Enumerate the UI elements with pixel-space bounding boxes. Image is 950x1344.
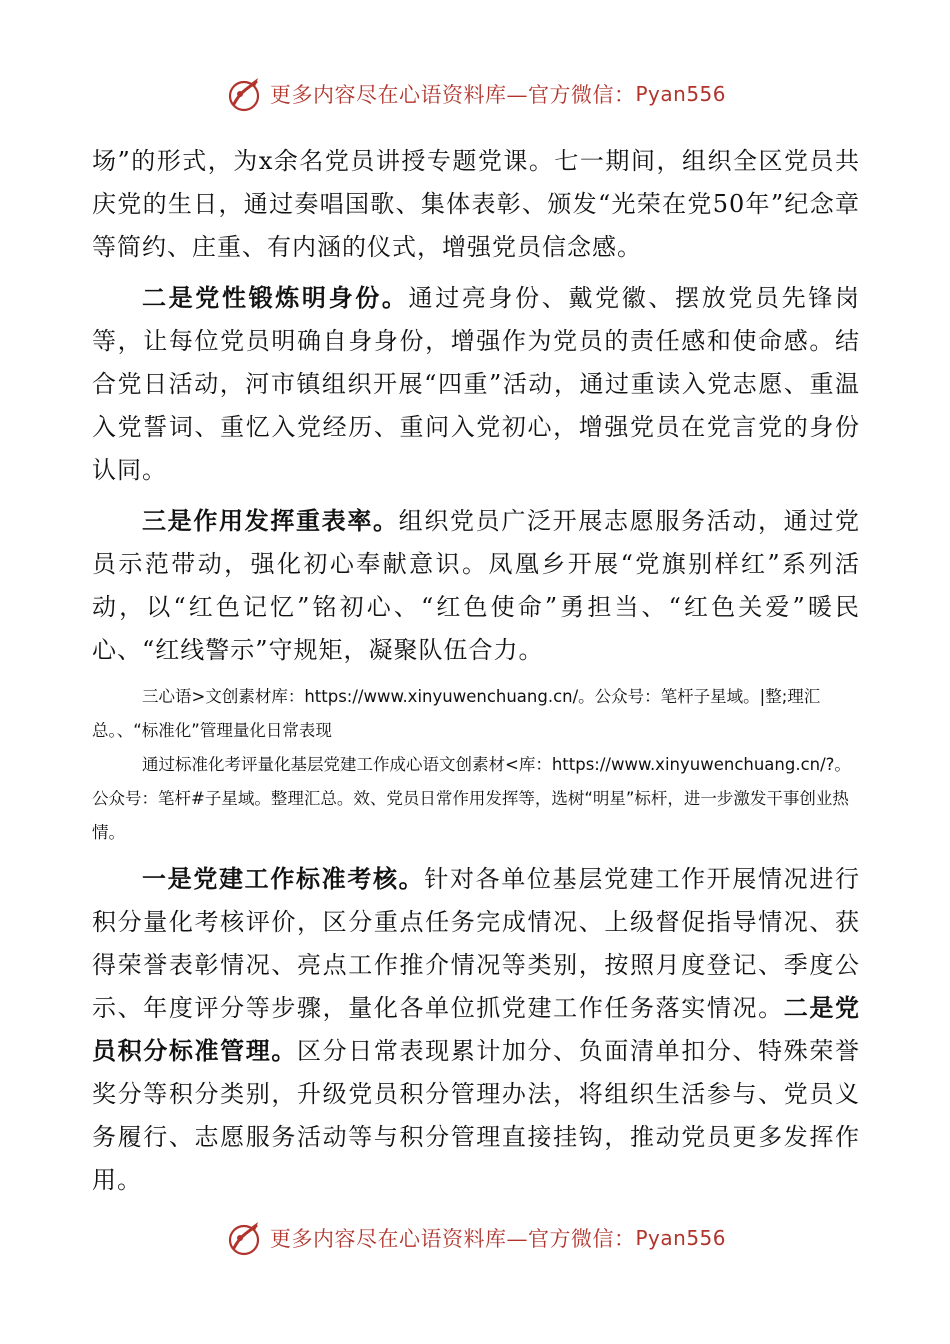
header-banner (0, 72, 950, 116)
footer-banner (0, 1216, 950, 1260)
paragraph-4-heading-1: 一是党建工作标准考核。 (142, 865, 425, 893)
xinyu-logo-icon (224, 1218, 264, 1258)
banner-wechat-id: Pyan556 (635, 82, 726, 106)
small-note-2: 通过标准化考评量化基层党建工作成心语文创素材<库：https://www.xinyuwenchuang.cn/?。公众号：笔杆#子星域。整理汇总。效、党员日常作用发挥等，选树“明星”标杆，进一步激发干事创业热情。 (92, 755, 851, 842)
paragraph-1: 场”的形式，为x余名党员讲授专题党课。七一期间，组织全区党员共庆党的生日，通过奏唱国歌、集体表彰、颁发“光荣在党50年”纪念章等简约、庄重、有内涵的仪式，增强党员信念感。 (92, 147, 860, 261)
paragraph-4-text-2: 区分日常表现累计加分、负面清单扣分、特殊荣誉奖分等积分类别，升级党员积分管理办法，将组织生活参与、党员义务履行、志愿服务活动等与积分管理直接挂钩，推动党员更多发挥作用。 (92, 1037, 861, 1194)
banner-text: 更多内容尽在心语资料库—官方微信： (269, 1227, 636, 1251)
xinyu-logo-icon (224, 74, 264, 114)
paragraph-3-heading: 三是作用发挥重表率。 (142, 507, 399, 535)
paragraph-2-text: 通过亮身份、戴党徽、摆放党员先锋岗等，让每位党员明确自身身份，增强作为党员的责任感和使命感。结合党日活动，河市镇组织开展“四重”活动，通过重读入党志愿、重温入党誓词、重忆入党经历、重问入党初心，增强党员在党言党的身份认同。 (92, 284, 861, 484)
paragraph-4 (92, 858, 860, 1202)
paragraph-3 (92, 500, 860, 672)
banner-text: 更多内容尽在心语资料库—官方微信： (269, 83, 636, 107)
paragraph-4-heading-2: 二是党员积分标准管理。 (92, 994, 861, 1065)
paragraph-2-heading: 二是党性锻炼明身份。 (142, 284, 409, 312)
paragraph-4-text-1: 针对各单位基层党建工作开展情况进行积分量化考核评价，区分重点任务完成情况、上级督促指导情况、获得荣誉表彰情况、亮点工作推介情况等类别，按照月度登记、季度公示、年度评分等步骤，量化各单位抓党建工作任务落实情况。 (92, 865, 861, 1022)
banner-wechat-id: Pyan556 (635, 1226, 726, 1250)
small-note-1: 三心语>文创素材库：https://www.xinyuwenchuang.cn/。公众号：笔杆子星域。|整;理汇总。、“标准化”管理量化日常表现 (92, 687, 821, 740)
document-body (92, 140, 860, 1202)
paragraph-2 (92, 277, 860, 492)
paragraph-3-text: 组织党员广泛开展志愿服务活动，通过党员示范带动，强化初心奉献意识。凤凰乡开展“党旗别样红”系列活动，以“红色记忆”铭初心、“红色使命”勇担当、“红色关爱”暖民心、“红线警示”守规矩，凝聚队伍合力。 (92, 507, 861, 664)
